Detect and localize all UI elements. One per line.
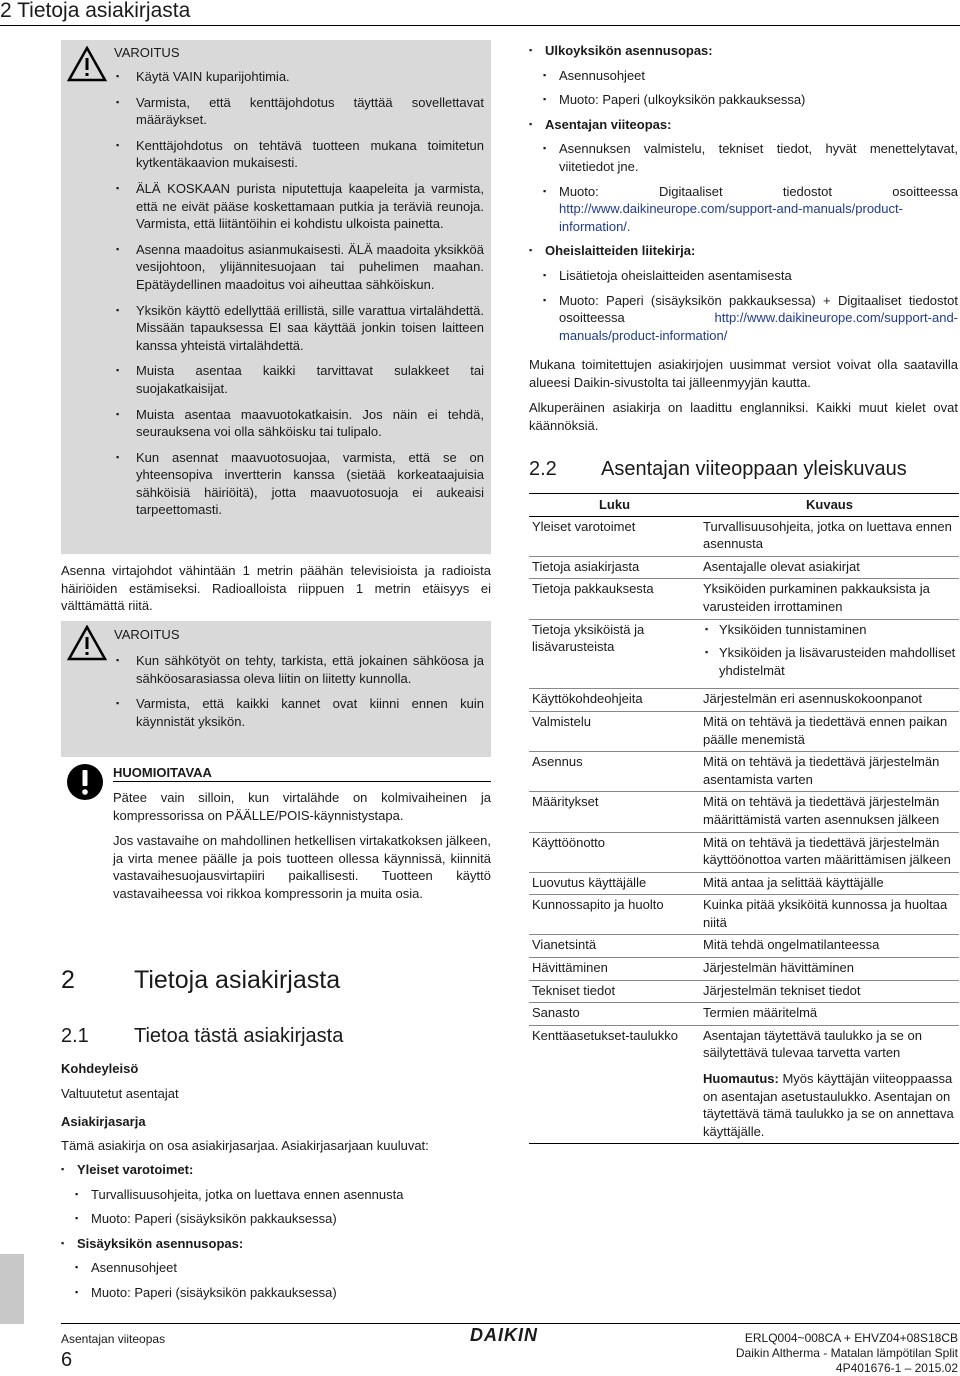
overview-table-wrapper [529, 493, 959, 1144]
running-header-title: 2 Tietoja asiakirjasta [0, 0, 191, 22]
chapter-cell: Tekniset tiedot [529, 980, 700, 1003]
chapter-cell: Luovutus käyttäjälle [529, 872, 700, 895]
warning-title: VAROITUS [114, 627, 180, 642]
footer-rule [61, 1323, 960, 1324]
warning-title: VAROITUS [114, 45, 180, 60]
description-cell [700, 1025, 959, 1144]
list-item: ▪ Muoto: Paperi (ulkoyksikön pakkauksessa) [529, 91, 958, 109]
chapter-cell: Tietoja yksiköistä ja lisävarusteista [529, 619, 700, 689]
chapter-cell: Tietoja asiakirjasta [529, 556, 700, 579]
page-number: 6 [61, 1349, 73, 1371]
table-row [529, 752, 959, 792]
list-item: ▪ Oheislaitteiden liitekirja: [529, 242, 958, 260]
document-set-label: Asiakirjasarja [61, 1114, 146, 1129]
document-set-intro: Tämä asiakirja on osa asiakirjasarjaa. Asiakirjasarjaan kuuluvat: [61, 1138, 429, 1153]
description-bullet: ▪ Yksiköiden ja lisävarusteiden mahdolliset yhdistelmät [703, 644, 956, 679]
warning-triangle-icon [67, 625, 107, 661]
description-cell: Mitä antaa ja selittää käyttäjälle [700, 872, 959, 895]
overview-table [529, 493, 959, 1144]
description-cell: Mitä on tehtävä ja tiedettävä ennen paikan päälle menemistä [700, 711, 959, 751]
chapter-cell: Vianetsintä [529, 935, 700, 958]
list-item: ▪ Lisätietoja oheislaitteiden asentamisesta [529, 267, 958, 285]
description-cell: Järjestelmän hävittäminen [700, 958, 959, 981]
notice-title: HUOMIOITAVAA [113, 765, 212, 780]
table-row [529, 1025, 959, 1144]
chapter-cell: Asennus [529, 752, 700, 792]
table-row [529, 980, 959, 1003]
list-item: ▪ Yleiset varotoimet: [61, 1161, 491, 1179]
list-item: ▪ Asennuksen valmistelu, tekniset tiedot, hyvät menettelytavat, viitetiedot jne. [529, 140, 958, 175]
list-item: ▪ Asennusohjeet [61, 1259, 491, 1277]
description-bullet: ▪ Yksiköiden tunnistaminen [703, 621, 956, 639]
daikin-manuals-link[interactable]: http://www.daikineurope.com/support-and-manuals/product-information/. [559, 201, 903, 234]
list-item [529, 183, 958, 236]
table-header-row [529, 494, 959, 517]
description-cell: Kuinka pitää yksiköitä kunnossa ja huoltaa niitä [700, 895, 959, 935]
list-item-text: Muoto: Paperi (sisäyksikön pakkauksessa) + Digitaaliset tiedostot osoitteessa [559, 292, 958, 326]
description-cell: Järjestelmän eri asennuskokoonpanot [700, 689, 959, 712]
warning-item: ▪ Asenna maadoitus asianmukaisesti. ÄLÄ maadoita yksikköä vesijohtoon, ylijännitesuojaan tai puhelimen maahan. Epätäydellinen maadoitus voi aiheuttaa sähköiskun. [114, 241, 484, 294]
description-cell: Järjestelmän tekniset tiedot [700, 980, 959, 1003]
target-audience-value: Valtuutetut asentajat [61, 1086, 179, 1101]
table-note [703, 1070, 956, 1140]
target-audience-label: Kohdeyleisö [61, 1061, 139, 1076]
list-item [529, 292, 958, 345]
table-row [529, 556, 959, 579]
table-row [529, 895, 959, 935]
list-item: ▪ Sisäyksikön asennusopas: [61, 1235, 491, 1253]
footer-doc-id: 4P401676-1 – 2015.02 [835, 1361, 958, 1375]
subsection-heading: Tietoa tästä asiakirjasta [134, 1025, 344, 1047]
daikin-logo: DAIKIN [470, 1325, 538, 1345]
table-row [529, 619, 959, 689]
warning-item: ▪ Kun sähkötyöt on tehty, tarkista, että jokainen sähköosa ja sähköosarasiassa oleva liitin on liitetty kunnolla. [114, 652, 484, 687]
section-number: 2 [61, 966, 75, 994]
warning-item: ▪ Varmista, että kenttäjohdotus täyttää sovellettavat määräykset. [114, 94, 484, 129]
table-row [529, 689, 959, 712]
list-item: ▪ Ulkoyksikön asennusopas: [529, 42, 958, 60]
chapter-cell: Kunnossapito ja huolto [529, 895, 700, 935]
notice-paragraph: Jos vastavaihe on mahdollinen hetkellisen virtakatkoksen jälkeen, ja virta menee päälle ja pois tuotteen ollessa käynnissä, kiinnitä vastavaihesuojausvirtapiiri paikallisesti. Tuotteen käyttö vastavaiheessa voi rikkoa kompressorin ja muita osia. [113, 833, 491, 901]
warning-item: ▪ Kenttäjohdotus on tehtävä tuotteen mukana toimitetun kytkentäkaavion mukaisesti. [114, 137, 484, 172]
warning-list [114, 68, 484, 527]
distance-paragraph: Asenna virtajohdot vähintään 1 metrin päähän televisioista ja radioista häiriöiden estämiseksi. Radioalloista riippuen 1 metrin etäisyys ei välttämättä riitä. [61, 563, 491, 614]
list-item: ▪ Muoto: Paperi (sisäyksikön pakkauksessa) [61, 1210, 491, 1228]
warning-item: ▪ ÄLÄ KOSKAAN purista niputettuja kaapeleita ja varmista, että ne eivät pääse koskettamaan putkia ja teräviä reunoja. Varmista, että liitäntöihin ei kohdistu ulkoista painetta. [114, 180, 484, 233]
warning-triangle-icon [67, 46, 107, 82]
footer-right-block [736, 1331, 958, 1376]
list-item: ▪ Muoto: Paperi (sisäyksikön pakkauksessa) [61, 1284, 491, 1302]
chapter-side-tab [0, 1254, 24, 1324]
warning-item: ▪ Käytä VAIN kuparijohtimia. [114, 68, 484, 86]
table-row [529, 516, 959, 556]
description-cell: Termien määritelmä [700, 1003, 959, 1026]
subsection-number: 2.1 [61, 1025, 89, 1047]
description-cell: Yksiköiden purkaminen pakkauksista ja varusteiden irrottaminen [700, 579, 959, 619]
description-cell [700, 619, 959, 689]
chapter-cell: Sanasto [529, 1003, 700, 1026]
description-cell: Mitä on tehtävä ja tiedettävä järjestelmän määrittämistä varten asennuksen jälkeen [700, 792, 959, 832]
notice-rule [113, 781, 491, 782]
list-item: ▪ Asentajan viiteopas: [529, 116, 958, 134]
note-text: Myös käyttäjän viiteoppaassa on asentajan asetustaulukko. Asentajan on täytettävä tämä taulukko ja se on annettava käyttäjälle. [703, 1071, 954, 1139]
list-item: ▪ Turvallisuusohjeita, jotka on luettava ennen asennusta [61, 1186, 491, 1204]
warning-item: ▪ Kun asennat maavuotosuojaa, varmista, että se on yhteensopiva invertterin kanssa (sietää korkeataajuisia sähköisiä häiriöitä), jotta maavuotosuoja ei aukeaisi tarpeettomasti. [114, 449, 484, 519]
chapter-cell: Valmistelu [529, 711, 700, 751]
document-set-list [61, 1161, 491, 1309]
section-heading: Tietoja asiakirjasta [134, 966, 341, 994]
exclamation-circle-icon [65, 762, 105, 802]
chapter-cell: Kenttäasetukset-taulukko [529, 1025, 700, 1144]
table-row [529, 832, 959, 872]
subsection-heading: Asentajan viiteoppaan yleiskuvaus [601, 458, 907, 480]
table-row [529, 792, 959, 832]
chapter-cell: Hävittäminen [529, 958, 700, 981]
note-label: Huomautus: [703, 1071, 779, 1087]
table-row [529, 579, 959, 619]
footer-product: Daikin Altherma - Matalan lämpötilan Split [735, 1346, 958, 1360]
column-header: Kuvaus [700, 494, 959, 517]
chapter-cell: Yleiset varotoimet [529, 516, 700, 556]
warning-box-2 [61, 621, 491, 757]
list-item-text: Muoto: Digitaaliset tiedostot osoitteessa [559, 183, 958, 199]
chapter-cell: Tietoja pakkauksesta [529, 579, 700, 619]
header-rule [0, 25, 960, 26]
table-row [529, 872, 959, 895]
description-cell: Mitä on tehtävä ja tiedettävä järjestelmän käyttöönottoa varten määrittämisen jälkeen [700, 832, 959, 872]
table-row [529, 711, 959, 751]
chapter-cell: Käyttökohdeohjeita [529, 689, 700, 712]
footer-model: ERLQ004~008CA + EHVZ04+08S18CB [744, 1331, 958, 1345]
chapter-cell: Määritykset [529, 792, 700, 832]
warning-item: ▪ Yksikön käyttö edellyttää erillistä, sille varattua virtalähdettä. Missään tapauksessa EI saa käyttää jonkin toisen laitteen kanssa yhteistä virtalähdettä. [114, 302, 484, 355]
daikin-manuals-link[interactable]: http://www.daikineurope.com/support-and-manuals/product-information/ [559, 310, 958, 343]
column-header: Luku [529, 494, 700, 517]
latest-versions-paragraph: Mukana toimitettujen asiakirjojen uusimmat versiot voivat olla saatavilla alueesi Daikin-sivustolta tai jälleenmyyjän kautta. [529, 357, 958, 390]
warning-item: ▪ Muista asentaa kaikki tarvittavat sulakkeet tai suojakatkaisijat. [114, 362, 484, 397]
description-text: Asentajan täytettävä taulukko ja se on säilytettävä tulevaa tarvetta varten [703, 1027, 922, 1061]
warning-list [114, 652, 484, 738]
description-cell: Mitä tehdä ongelmatilanteessa [700, 935, 959, 958]
original-language-paragraph: Alkuperäinen asiakirja on laadittu englanniksi. Kaikki muut kielet ovat käännöksiä. [529, 400, 958, 433]
notice-paragraph: Pätee vain silloin, kun virtalähde on kolmivaiheinen ja kompressorissa on PÄÄLLE/POIS-käynnistystapa. [113, 790, 491, 823]
table-row [529, 935, 959, 958]
description-cell: Turvallisuusohjeita, jotka on luettava ennen asennusta [700, 516, 959, 556]
warning-box-1 [61, 40, 491, 554]
table-row [529, 958, 959, 981]
table-row [529, 1003, 959, 1026]
list-item: ▪ Asennusohjeet [529, 67, 958, 85]
footer-guide-label: Asentajan viiteopas [61, 1332, 166, 1346]
warning-item: ▪ Muista asentaa maavuotokatkaisin. Jos näin ei tehdä, seurauksena voi olla sähköisku tai tulipalo. [114, 406, 484, 441]
description-cell: Asentajalle olevat asiakirjat [700, 556, 959, 579]
warning-item: ▪ Varmista, että kaikki kannet ovat kiinni ennen kuin käynnistät yksikön. [114, 695, 484, 730]
subsection-number: 2.2 [529, 458, 557, 480]
document-set-list-continued [529, 42, 958, 351]
description-cell: Mitä on tehtävä ja tiedettävä järjestelmän asentamista varten [700, 752, 959, 792]
chapter-cell: Käyttöönotto [529, 832, 700, 872]
